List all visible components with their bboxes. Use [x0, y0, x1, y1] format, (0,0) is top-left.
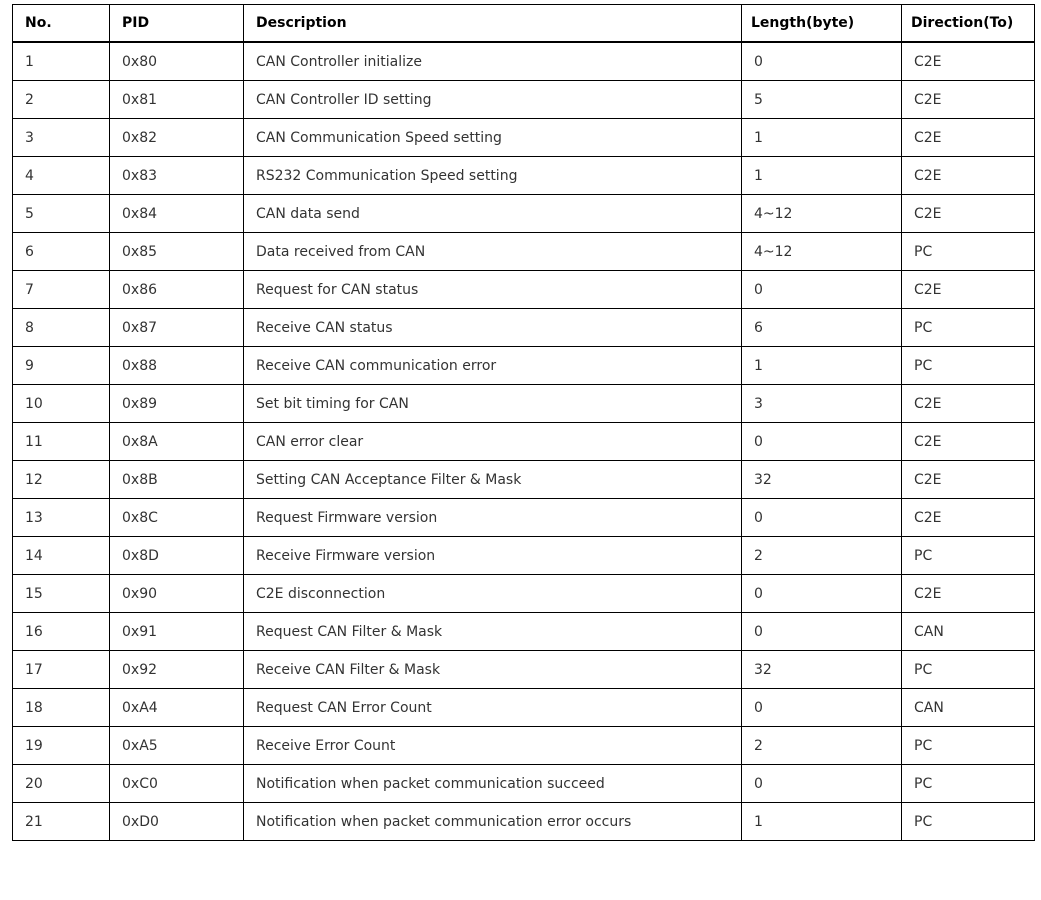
cell-length: 0 — [742, 575, 902, 613]
cell-direction: C2E — [902, 461, 1035, 499]
cell-description: Request CAN Error Count — [244, 689, 742, 727]
table-row — [13, 689, 1035, 727]
table-row — [13, 461, 1035, 499]
cell-description: Receive Error Count — [244, 727, 742, 765]
cell-length: 1 — [742, 157, 902, 195]
cell-pid: 0x83 — [110, 157, 244, 195]
table-header — [13, 5, 1035, 43]
header-description: Description — [244, 5, 742, 43]
cell-length: 1 — [742, 119, 902, 157]
table-row — [13, 499, 1035, 537]
cell-description: Receive CAN communication error — [244, 347, 742, 385]
cell-direction: C2E — [902, 195, 1035, 233]
table-row — [13, 651, 1035, 689]
table-row — [13, 195, 1035, 233]
table-row — [13, 423, 1035, 461]
cell-pid: 0x89 — [110, 385, 244, 423]
cell-pid: 0x92 — [110, 651, 244, 689]
cell-length: 1 — [742, 347, 902, 385]
cell-direction: C2E — [902, 385, 1035, 423]
cell-direction: PC — [902, 347, 1035, 385]
table-row — [13, 727, 1035, 765]
cell-direction: C2E — [902, 575, 1035, 613]
cell-direction: PC — [902, 537, 1035, 575]
cell-length: 0 — [742, 613, 902, 651]
cell-length: 1 — [742, 803, 902, 841]
table-row — [13, 309, 1035, 347]
cell-pid: 0xA5 — [110, 727, 244, 765]
cell-direction: CAN — [902, 689, 1035, 727]
cell-pid: 0xC0 — [110, 765, 244, 803]
cell-length: 0 — [742, 271, 902, 309]
cell-direction: PC — [902, 233, 1035, 271]
table-row — [13, 803, 1035, 841]
cell-length: 6 — [742, 309, 902, 347]
table-row — [13, 765, 1035, 803]
table-row — [13, 157, 1035, 195]
cell-pid: 0xA4 — [110, 689, 244, 727]
cell-pid: 0x84 — [110, 195, 244, 233]
cell-length: 3 — [742, 385, 902, 423]
header-pid: PID — [110, 5, 244, 43]
table-row — [13, 575, 1035, 613]
cell-direction: C2E — [902, 119, 1035, 157]
cell-pid: 0x91 — [110, 613, 244, 651]
table-row — [13, 271, 1035, 309]
cell-description: Request Firmware version — [244, 499, 742, 537]
pid-table-container — [12, 4, 1035, 841]
cell-description: Notification when packet communication error occurs — [244, 803, 742, 841]
cell-no: 12 — [13, 461, 110, 499]
cell-no: 19 — [13, 727, 110, 765]
table-row — [13, 537, 1035, 575]
cell-direction: C2E — [902, 423, 1035, 461]
table-row — [13, 119, 1035, 157]
cell-description: Data received from CAN — [244, 233, 742, 271]
cell-length: 0 — [742, 499, 902, 537]
cell-length: 0 — [742, 42, 902, 81]
cell-direction: C2E — [902, 81, 1035, 119]
cell-pid: 0x81 — [110, 81, 244, 119]
cell-no: 7 — [13, 271, 110, 309]
cell-direction: C2E — [902, 271, 1035, 309]
cell-pid: 0x87 — [110, 309, 244, 347]
table-row — [13, 81, 1035, 119]
cell-description: CAN Communication Speed setting — [244, 119, 742, 157]
cell-pid: 0x80 — [110, 42, 244, 81]
cell-no: 13 — [13, 499, 110, 537]
cell-length: 32 — [742, 651, 902, 689]
cell-no: 20 — [13, 765, 110, 803]
cell-length: 5 — [742, 81, 902, 119]
cell-description: CAN Controller initialize — [244, 42, 742, 81]
cell-pid: 0x8A — [110, 423, 244, 461]
header-length: Length(byte) — [742, 5, 902, 43]
cell-no: 5 — [13, 195, 110, 233]
cell-direction: PC — [902, 803, 1035, 841]
cell-direction: CAN — [902, 613, 1035, 651]
cell-no: 8 — [13, 309, 110, 347]
cell-length: 2 — [742, 727, 902, 765]
cell-no: 11 — [13, 423, 110, 461]
cell-no: 9 — [13, 347, 110, 385]
cell-pid: 0x86 — [110, 271, 244, 309]
cell-description: Receive CAN Filter & Mask — [244, 651, 742, 689]
cell-no: 18 — [13, 689, 110, 727]
cell-length: 2 — [742, 537, 902, 575]
cell-description: RS232 Communication Speed setting — [244, 157, 742, 195]
table-row — [13, 233, 1035, 271]
cell-no: 10 — [13, 385, 110, 423]
cell-description: Setting CAN Acceptance Filter & Mask — [244, 461, 742, 499]
cell-no: 15 — [13, 575, 110, 613]
cell-direction: PC — [902, 765, 1035, 803]
cell-length: 4~12 — [742, 233, 902, 271]
cell-no: 21 — [13, 803, 110, 841]
header-direction: Direction(To) — [902, 5, 1035, 43]
cell-length: 4~12 — [742, 195, 902, 233]
table-row — [13, 613, 1035, 651]
cell-pid: 0x82 — [110, 119, 244, 157]
cell-description: CAN Controller ID setting — [244, 81, 742, 119]
header-row — [13, 5, 1035, 43]
cell-direction: C2E — [902, 42, 1035, 81]
table-row — [13, 347, 1035, 385]
cell-pid: 0x85 — [110, 233, 244, 271]
cell-direction: C2E — [902, 157, 1035, 195]
cell-length: 0 — [742, 765, 902, 803]
cell-no: 17 — [13, 651, 110, 689]
cell-no: 14 — [13, 537, 110, 575]
cell-description: Set bit timing for CAN — [244, 385, 742, 423]
cell-direction: PC — [902, 309, 1035, 347]
table-row — [13, 42, 1035, 81]
cell-description: C2E disconnection — [244, 575, 742, 613]
pid-table — [12, 4, 1035, 841]
cell-pid: 0x8B — [110, 461, 244, 499]
cell-length: 32 — [742, 461, 902, 499]
cell-no: 3 — [13, 119, 110, 157]
cell-description: CAN error clear — [244, 423, 742, 461]
cell-pid: 0x8D — [110, 537, 244, 575]
cell-length: 0 — [742, 689, 902, 727]
cell-pid: 0x8C — [110, 499, 244, 537]
cell-length: 0 — [742, 423, 902, 461]
cell-description: Notification when packet communication succeed — [244, 765, 742, 803]
cell-description: Receive CAN status — [244, 309, 742, 347]
table-body — [13, 42, 1035, 841]
cell-direction: C2E — [902, 499, 1035, 537]
cell-pid: 0x88 — [110, 347, 244, 385]
table-row — [13, 385, 1035, 423]
cell-no: 6 — [13, 233, 110, 271]
cell-pid: 0x90 — [110, 575, 244, 613]
cell-no: 4 — [13, 157, 110, 195]
cell-description: Receive Firmware version — [244, 537, 742, 575]
cell-description: CAN data send — [244, 195, 742, 233]
cell-no: 16 — [13, 613, 110, 651]
cell-no: 1 — [13, 42, 110, 81]
cell-direction: PC — [902, 651, 1035, 689]
cell-pid: 0xD0 — [110, 803, 244, 841]
cell-direction: PC — [902, 727, 1035, 765]
header-no: No. — [13, 5, 110, 43]
cell-description: Request for CAN status — [244, 271, 742, 309]
cell-no: 2 — [13, 81, 110, 119]
cell-description: Request CAN Filter & Mask — [244, 613, 742, 651]
